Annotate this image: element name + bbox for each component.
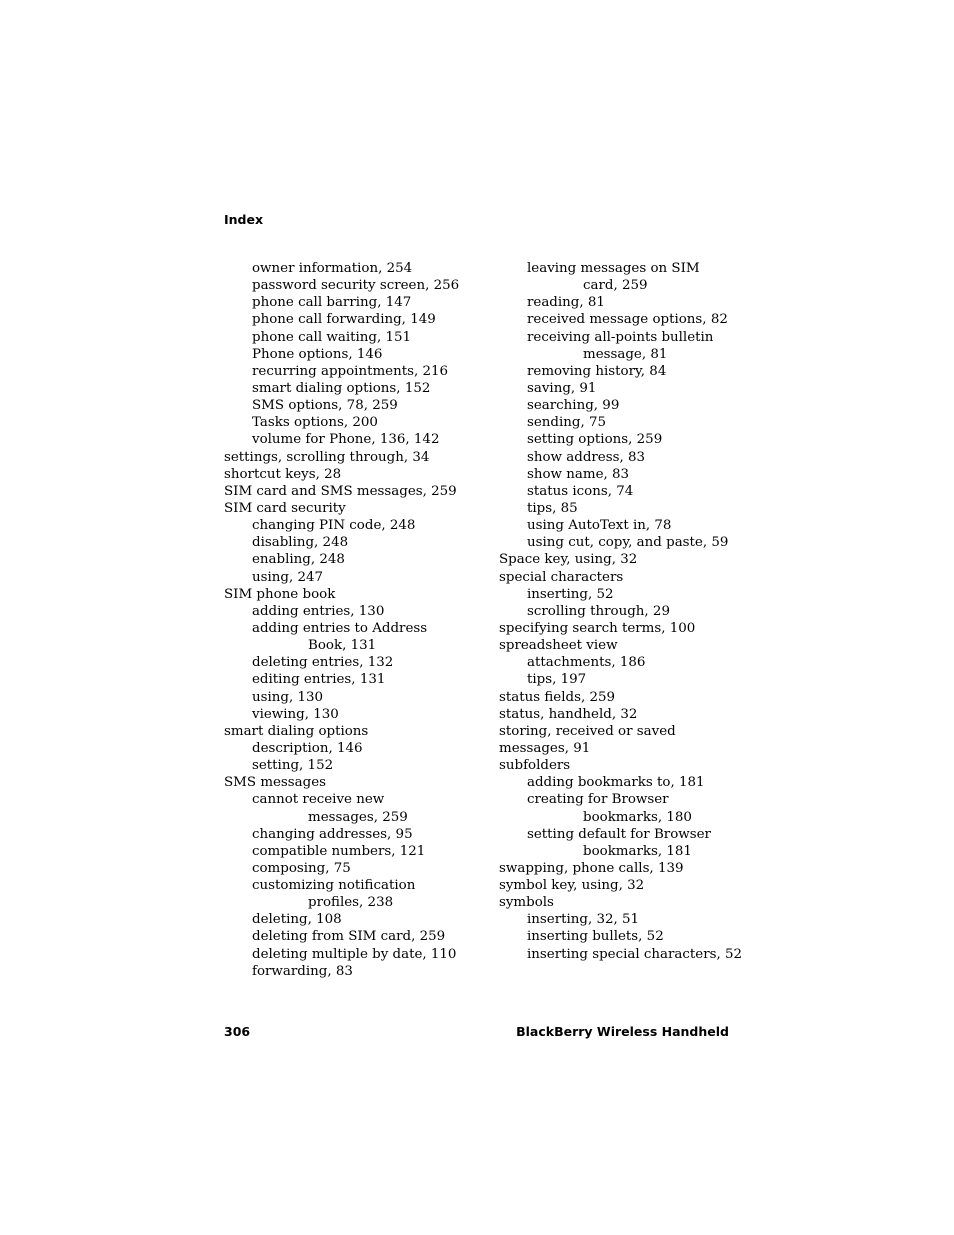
index-entry: description, 146 bbox=[252, 740, 363, 756]
index-entry: enabling, 248 bbox=[252, 552, 345, 568]
index-entry: deleting multiple by date, 110 bbox=[252, 946, 457, 962]
index-entry: customizing notification bbox=[252, 878, 416, 894]
index-entry: show address, 83 bbox=[527, 449, 646, 465]
index-entry: shortcut keys, 28 bbox=[224, 466, 342, 482]
index-entry: SMS options, 78, 259 bbox=[252, 398, 398, 414]
index-entry: Tasks options, 200 bbox=[252, 415, 378, 431]
index-entry: using, 130 bbox=[252, 689, 324, 705]
index-entry: changing PIN code, 248 bbox=[252, 518, 416, 534]
index-entry: settings, scrolling through, 34 bbox=[224, 449, 430, 465]
index-entry: attachments, 186 bbox=[527, 655, 646, 671]
index-entry: tips, 197 bbox=[527, 672, 587, 688]
index-entry: symbols bbox=[499, 895, 554, 911]
index-entry: owner information, 254 bbox=[252, 261, 413, 276]
index-entry: Phone options, 146 bbox=[252, 346, 383, 362]
index-entry: compatible numbers, 121 bbox=[252, 843, 426, 859]
index-entry: smart dialing options bbox=[224, 723, 369, 739]
index-entry: bookmarks, 180 bbox=[583, 809, 692, 825]
book-title: BlackBerry Wireless Handheld bbox=[516, 1024, 729, 1039]
index-entry: status icons, 74 bbox=[527, 483, 634, 499]
index-entry: inserting bullets, 52 bbox=[527, 929, 664, 945]
index-entry: smart dialing options, 152 bbox=[252, 380, 431, 396]
index-entry: adding bookmarks to, 181 bbox=[527, 775, 705, 791]
index-entry: leaving messages on SIM bbox=[527, 261, 700, 276]
page-number: 306 bbox=[224, 1024, 251, 1039]
index-entry: received message options, 82 bbox=[527, 312, 728, 328]
index-entry: recurring appointments, 216 bbox=[252, 363, 449, 379]
index-entry: cannot receive new bbox=[252, 792, 385, 808]
index-entry: SIM phone book bbox=[224, 586, 336, 602]
index-entry: subfolders bbox=[499, 758, 571, 774]
index-entry: SIM card and SMS messages, 259 bbox=[224, 483, 457, 499]
index-entry: messages, 259 bbox=[308, 809, 408, 825]
index-entry: searching, 99 bbox=[527, 398, 620, 414]
index-entry: viewing, 130 bbox=[252, 706, 339, 722]
index-entry: setting options, 259 bbox=[527, 432, 663, 448]
index-entry: deleting, 108 bbox=[252, 912, 342, 928]
index-entry: adding entries, 130 bbox=[252, 603, 385, 619]
index-entry: specifying search terms, 100 bbox=[499, 620, 696, 636]
index-entry: phone call barring, 147 bbox=[252, 295, 412, 311]
index-entry: sending, 75 bbox=[527, 415, 607, 431]
index-entry: inserting special characters, 52 bbox=[527, 946, 743, 962]
index-entry: message, 81 bbox=[583, 346, 668, 362]
index-entry: composing, 75 bbox=[252, 860, 351, 876]
index-entry: creating for Browser bbox=[527, 792, 669, 808]
index-entry: messages, 91 bbox=[499, 740, 591, 756]
index-entry: storing, received or saved bbox=[499, 723, 676, 739]
index-entry: phone call waiting, 151 bbox=[252, 329, 412, 345]
index-entry: special characters bbox=[499, 569, 624, 585]
index-entry: show name, 83 bbox=[527, 466, 630, 482]
index-entry: inserting, 32, 51 bbox=[527, 912, 640, 928]
index-entry: status, handheld, 32 bbox=[499, 706, 638, 722]
index-entry: status fields, 259 bbox=[499, 689, 616, 705]
index-entry: setting, 152 bbox=[252, 758, 334, 774]
index-column-left bbox=[224, 260, 486, 980]
index-entry: adding entries to Address bbox=[252, 620, 428, 636]
index-entry: disabling, 248 bbox=[252, 535, 349, 551]
index-entry: password security screen, 256 bbox=[252, 278, 460, 294]
index-entry: phone call forwarding, 149 bbox=[252, 312, 436, 328]
index-entry: removing history, 84 bbox=[527, 363, 667, 379]
index-entry: symbol key, using, 32 bbox=[499, 878, 645, 894]
index-entry: tips, 85 bbox=[527, 500, 578, 516]
index-entry: deleting entries, 132 bbox=[252, 655, 394, 671]
index-entry: deleting from SIM card, 259 bbox=[252, 929, 446, 945]
index-entry: using, 247 bbox=[252, 569, 324, 585]
index-entry: saving, 91 bbox=[527, 380, 597, 396]
index-column-right bbox=[499, 260, 743, 963]
index-entry: card, 259 bbox=[583, 278, 648, 294]
index-entry: Space key, using, 32 bbox=[499, 552, 638, 568]
index-entry: profiles, 238 bbox=[308, 895, 394, 911]
index-entry: setting default for Browser bbox=[527, 826, 711, 842]
index-entry: reading, 81 bbox=[527, 295, 605, 311]
index-entry: spreadsheet view bbox=[499, 638, 618, 654]
index-entry: editing entries, 131 bbox=[252, 672, 386, 688]
index-entry: inserting, 52 bbox=[527, 586, 614, 602]
index-entry: receiving all-points bulletin bbox=[527, 329, 714, 345]
index-entry: using AutoText in, 78 bbox=[527, 518, 672, 534]
index-entry: forwarding, 83 bbox=[252, 963, 353, 979]
index-entry: Book, 131 bbox=[308, 638, 377, 654]
index-entry: bookmarks, 181 bbox=[583, 843, 692, 859]
index-entry: changing addresses, 95 bbox=[252, 826, 413, 842]
index-entry: volume for Phone, 136, 142 bbox=[252, 432, 440, 448]
running-header: Index bbox=[224, 212, 264, 227]
index-entry: swapping, phone calls, 139 bbox=[499, 860, 684, 876]
index-entry: SIM card security bbox=[224, 500, 346, 516]
index-entry: SMS messages bbox=[224, 775, 327, 791]
index-entry: using cut, copy, and paste, 59 bbox=[527, 535, 729, 551]
index-entry: scrolling through, 29 bbox=[527, 603, 670, 619]
